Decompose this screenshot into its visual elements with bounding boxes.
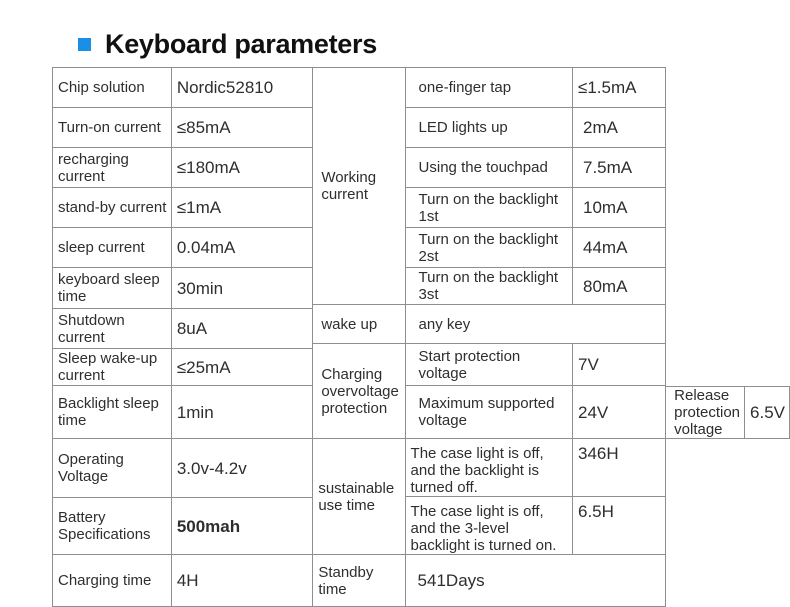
spec-value: 7.5mA	[573, 148, 666, 188]
section-header	[78, 26, 377, 62]
spec-value: 4H	[171, 555, 313, 607]
spec-label: Turn on the backlight 1st	[405, 188, 572, 228]
spec-value: 7V	[573, 344, 666, 386]
spec-label: LED lights up	[405, 108, 572, 148]
spec-label: Turn on the backlight 3st	[405, 268, 572, 305]
spec-value: 1min	[171, 386, 313, 439]
page-title: Keyboard parameters	[105, 28, 377, 59]
spec-value: 30min	[171, 268, 313, 309]
spec-value: 0.04mA	[171, 228, 313, 268]
spec-value: 6.5H	[573, 497, 666, 555]
spec-value: ≤85mA	[171, 108, 313, 148]
spec-value: 346H	[573, 439, 666, 497]
group-label-charging-protection: Charging overvoltage protection	[313, 344, 405, 439]
spec-label: Operating Voltage	[53, 439, 172, 498]
spec-value: ≤1.5mA	[573, 68, 666, 108]
spec-value: ≤25mA	[171, 349, 313, 386]
spec-label: Shutdown current	[53, 309, 172, 349]
spec-value: 80mA	[573, 268, 666, 305]
spec-value: 2mA	[573, 108, 666, 148]
table-row	[53, 148, 790, 188]
spec-label: one-finger tap	[405, 68, 572, 108]
spec-label: Charging time	[53, 555, 172, 607]
spec-label: Release protection voltage	[666, 387, 745, 439]
square-bullet-icon	[78, 38, 91, 51]
spec-label: stand-by current	[53, 188, 172, 228]
spec-table	[52, 67, 790, 607]
spec-value: 10mA	[573, 188, 666, 228]
group-label-standby: Standby time	[313, 555, 405, 607]
spec-label: Turn-on current	[53, 108, 172, 148]
table-row	[53, 228, 790, 268]
table-row	[53, 68, 790, 108]
spec-label: Turn on the backlight 2st	[405, 228, 572, 268]
spec-value: 8uA	[171, 309, 313, 349]
spec-label: Backlight sleep time	[53, 386, 172, 439]
spec-value: ≤180mA	[171, 148, 313, 188]
spec-value: 6.5V	[745, 387, 790, 439]
spec-label: keyboard sleep time	[53, 268, 172, 309]
spec-value: 541Days	[405, 555, 666, 607]
table-row	[53, 555, 790, 607]
spec-label: recharging current	[53, 148, 172, 188]
table-row	[53, 108, 790, 148]
spec-label: sleep current	[53, 228, 172, 268]
table-row	[53, 439, 790, 497]
spec-value: 500mah	[171, 498, 313, 555]
spec-value: any key	[405, 305, 666, 344]
group-label-working-current: Working current	[313, 68, 405, 305]
spec-label: The case light is off, and the 3-level backlight is turned on.	[405, 497, 572, 555]
spec-label: Start protection voltage	[405, 344, 572, 386]
table-row	[53, 188, 790, 228]
spec-value: Nordic52810	[171, 68, 313, 108]
spec-label: Using the touchpad	[405, 148, 572, 188]
spec-label: Chip solution	[53, 68, 172, 108]
table-row	[53, 268, 790, 305]
spec-label: Maximum supported voltage	[405, 386, 572, 439]
spec-value: 24V	[573, 386, 666, 439]
spec-label: The case light is off, and the backlight is turned off.	[405, 439, 572, 497]
spec-value: 44mA	[573, 228, 666, 268]
spec-label: Sleep wake-up current	[53, 349, 172, 386]
group-label-wake-up: wake up	[313, 305, 405, 344]
spec-value: 3.0v-4.2v	[171, 439, 313, 498]
group-label-sustainable-use: sustainable use time	[313, 439, 405, 555]
spec-label: Battery Specifications	[53, 498, 172, 555]
spec-value: ≤1mA	[171, 188, 313, 228]
